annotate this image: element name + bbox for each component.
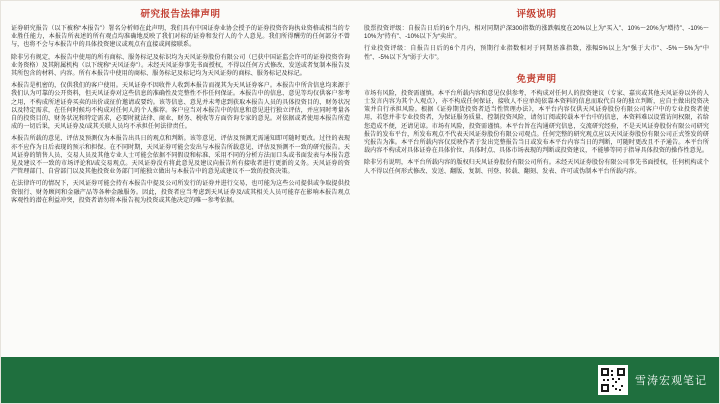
legal-paragraph: 在法律许可的情况下，天风证券可能会持有本报告中提及公司所发行的证券并进行交易，也可能为这些公司提供或争取提供投资银行、财务顾问和金融产品等各种金融服务。因此，投资者应当考虑到天风证券及/或其相关人员可能存在影响本报告观点客观性的潜在利益冲突，投资者请勿将本报告视为投资或其他决定的唯一参考依据。 — [11, 180, 350, 204]
two-column-layout — [1, 1, 719, 403]
qr-code-icon — [598, 365, 628, 395]
rating-paragraph: 股票投资评级：自报告日后的6个月内，相对同期沪深300指数的涨跌幅度在20%以上为“买入”、10%～20%为“增持”、-10%～10%为“持有”、-10%以下为“卖出”。 — [364, 25, 709, 41]
disclaimer-body — [364, 90, 709, 182]
legal-paragraph: 证券研究报告（以下被称“本报告”）署名分析师在此声明，我们具有中国证券业协会授予的证券投资咨询执业资格或相当的专业胜任能力，本报告所表述的所有观点均准确地反映了我们对标的证券和发行人的个人意见。我们所得酬劳的任何部分不曾与，也将不会与本报告中的具体投资建议或观点有直接或间接联系。 — [11, 25, 350, 49]
legal-paragraph: 本报告是机密的，仅供我们的客户使用。天风证券不因收件人收到本报告而视其为天风证券客户。本报告中所含信息均来源于我们认为可靠的公开资料，但天风证券对这些信息的准确性及完整性不作任何保证。本报告中的信息、意见等均仅供客户参考之用，不构成所述证券买卖的出价或征价邀请或要约。该等信息、意见并未考虑到获取本报告人员的具体投资目的、财务状况以及特定需求，在任何时候均不构成对任何人的个人推荐。客户应当对本报告中的信息和意见进行独立评估，并应同时考量各自的投资目的、财务状况和特定需求，必要时就法律、商业、财务、税收等方面咨询专家的意见。对依据或者使用本报告所造成的一切后果，天风证券及/或其关联人员均不承担任何法律责任。 — [11, 82, 350, 131]
footer-bar — [1, 357, 719, 403]
rating-explanation-title: 评级说明 — [516, 9, 557, 20]
legal-statement-title: 研究报告法律声明 — [140, 9, 221, 20]
disclaimer-paragraph: 市场有风险，投资需谨慎。本平台所载内容和意见仅供参考，不构成对任何人的投资建议（专家、嘉宾或其他天风证券以外的人士发言内容为其个人观点），亦不构成任何保证，接收人不应单纯依靠本资料的信息而取代自身的独立判断，应自主做出投资决策并自行承担风险。根据《证券期货投资者适当性管理办法》，本平台内容仅供天风证券股份有限公司客户中的专业投资者使用，若您并非专业投资者，为保证服务质量、控制投资风险，请勿订阅或转载本平台中的信息，本资料难以设置访问权限，若给您造成不便，还请见谅。市场有风险，投资需谨慎。本平台旨在沟通研究信息，交流研究经验，不是天风证券股份有限公司研究报告的发布平台，所发布观点不代表天风证券股份有限公司观点。任何完整的研究观点应以天风证券股份有限公司正式签发的研究报告为准。本平台所载内容仅反映作者于发出完整报告当日或发布本平台内容当日的判断，可随时更改且不予通告。本平台所载内容不构成对具体证券在具体价位、具体时点、具体市场表现的判断或投资建议，不能够等同于指导具体投资的操作性意见。 — [364, 89, 709, 155]
footer-spacer — [364, 182, 709, 222]
legal-paragraph: 除非另有规定，本报告中使用的所有商标、服务标记及标识均为天风证券股份有限公司（已获中国证监会许可的证券投资咨询业务资格）及其附属机构（以下统称“天风证券”）。未经天风证券事先书面授权，不得以任何方式修改、发送或者复制本报告及其所包含的材料、内容。所有本报告中使用的商标、服务标记及标记均为天风证券的商标、服务标记及标记。 — [11, 53, 351, 78]
disclaimer-title: 免责声明 — [516, 73, 557, 85]
legal-paragraph: 本报告所载的意见、评估及预测仅为本报告出具日的观点和判断。该等意见、评估及预测无需通知即可随时更改。过往的表现亦不应作为日后表现的预示和担保。在不同时期，天风证券可能会发出与本报告所载意见、评估及预测不一致的研究报告。天风证券的销售人员、交易人员及其他专业人士可能会依据不同假设和标准、采用不同的分析方法而口头或书面发表与本报告意见及建议不一致的市场评论和/或交易观点。天风证券没有将此意见及建议向报告所有接收者进行更新的义务。天风证券的资产管理部门、自营部门以及其他投资业务部门可能独立做出与本报告中的意见或建议不一致的投资决策。 — [11, 135, 350, 176]
rating-explanation-body — [364, 25, 709, 68]
right-column — [360, 9, 709, 397]
footer-brand-group — [598, 365, 707, 395]
rating-paragraph: 行业投资评级：自报告日后的6个月内，预期行业指数相对于同期基准指数，涨幅5%以上为“强于大市”、-5%～5%为“中性”、-5%以下为“弱于大市”。 — [364, 45, 709, 61]
brand-name: 雪涛宏观笔记 — [635, 375, 707, 387]
disclaimer-paragraph: 除非另有说明，本平台所载内容的版权归天风证券股份有限公司所有。未经天风证券股份有限公司事先书面授权，任何机构或个人不得以任何形式修改、发送、翻版、复制、刊登、转载、翻刻、发表、许可或伪制本平台所载内容。 — [364, 159, 709, 175]
left-column — [11, 9, 360, 397]
